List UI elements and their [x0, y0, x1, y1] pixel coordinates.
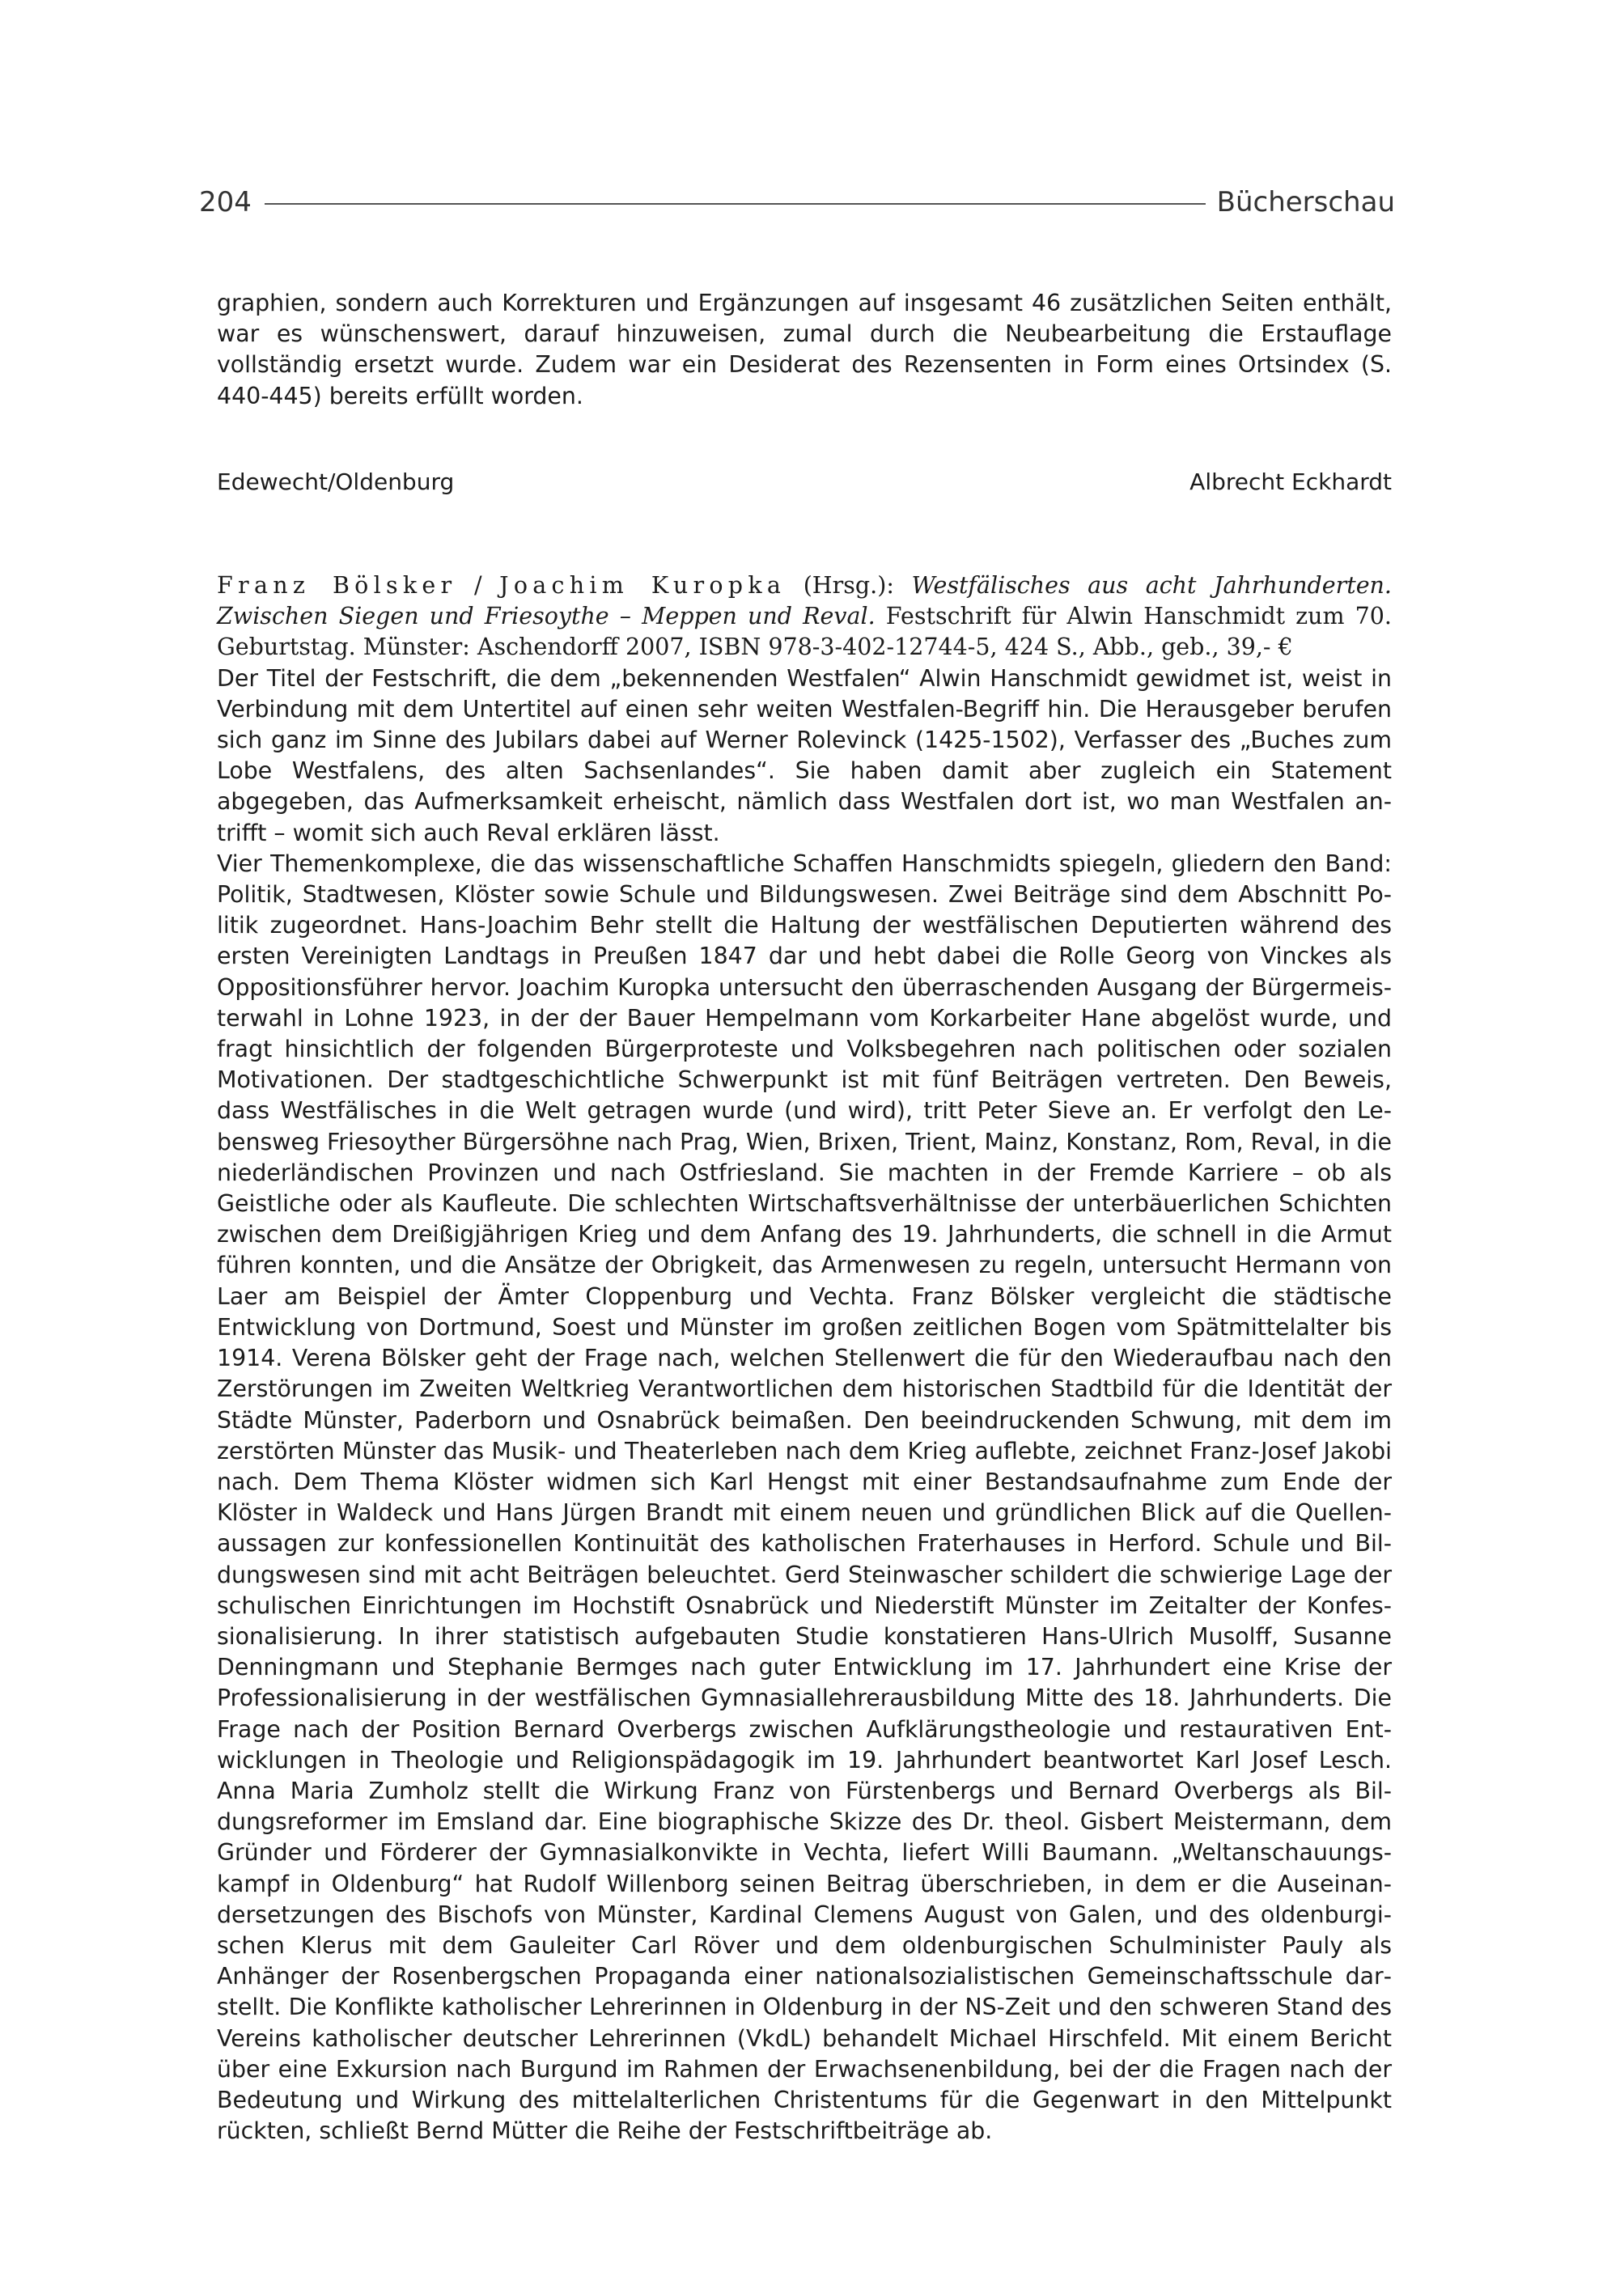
- editor-name: Franz Bölsker: [217, 572, 457, 600]
- review-signature: [217, 467, 1392, 498]
- header-rule: [265, 203, 1206, 205]
- editor-separator: /: [456, 572, 500, 600]
- signature-place: Edewecht/Oldenburg: [217, 468, 455, 495]
- continued-review-paragraph: graphien, sondern auch Korrekturen und Ergänzungen auf insgesamt 46 zusätzlichen Seiten enthält, war es wünschenswert, darauf hinzuweisen, zumal durch die Neubearbeitung die Erstauflage vollständig ersetzt wurde. Zudem war ein Desiderat des Rezensenten in Form eines Ortsindex (S. 440-445) bereits erfüllt worden.: [217, 290, 1392, 409]
- editor-name: Joachim Kuropka: [499, 572, 787, 600]
- review-paragraph: Der Titel der Festschrift, die dem „bekennenden Westfalen“ Alwin Hanschmidt gewidmet ist, weist in Verbindung mit dem Untertitel auf einen sehr weiten Westfalen-Begriff hin. Die Herausgeber berufen sich ganz im Sinne des Jubilars dabei auf Werner Rolevinck (1425-1502), Verfasser des „Buches zum Lobe Westfalens, des alten Sachsenlandes“. Sie haben damit aber zugleich ein Statement abgegeben, das Aufmerksamkeit erheischt, nämlich dass Westfalen dort ist, wo man Westfalen antrifft – womit sich auch Reval erklären lässt.: [217, 664, 1392, 846]
- running-head: [199, 186, 1395, 218]
- review-paragraph: Vier Themenkomplexe, die das wissenschaftliche Schaffen Hanschmidts spiegeln, gliedern den Band: Politik, Stadtwesen, Klöster sowie Schule und Bildungswesen. Zwei Beiträge sind dem Abschnitt Politik zugeordnet. Hans-Joachim Behr stellt die Haltung der westfälischen Deputierten während des ersten Vereinigten Landtags in Preußen 1847 dar und hebt dabei die Rolle Georg von Vinckes als Oppositionsführer hervor. Joachim Kuropka untersucht den überraschenden Ausgang der Bürgermeisterwahl in Lohne 1923, in der der Bauer Hempelmann vom Korkarbeiter Hane abgelöst wurde, und fragt hinsichtlich der folgenden Bürgerproteste und Volksbegehren nach politischen oder sozialen Motivationen. Der stadtgeschichtliche Schwerpunkt ist mit fünf Beiträgen vertreten. Den Beweis, dass Westfälisches in die Welt getragen wurde (und wird), tritt Peter Sieve an. Er verfolgt den Lebensweg Friesoyther Bürgersöhne nach Prag, Wien, Brixen, Trient, Mainz, Konstanz, Rom, Reval, in die niederländischen Provinzen und nach Ostfriesland. Sie machten in der Fremde Karriere – ob als Geistliche oder als Kaufleute. Die schlechten Wirtschaftsverhältnisse der unterbäuerlichen Schichten zwischen dem Dreißigjährigen Krieg und dem Anfang des 19. Jahrhunderts, die schnell in die Armut führen konnten, und die Ansätze der Obrigkeit, das Armenwesen zu regeln, untersucht Hermann von Laer am Beispiel der Ämter Cloppenburg und Vechta. Franz Bölsker vergleicht die städtische Entwicklung von Dortmund, Soest und Münster im großen zeitlichen Bogen vom Spätmittelalter bis 1914. Verena Bölsker geht der Frage nach, welchen Stellenwert die für den Wiederaufbau nach den Zerstörungen im Zweiten Weltkrieg Verantwortlichen dem historischen Stadtbild für die Identität der Städte Münster, Paderborn und Osnabrück beimaßen. Den beeindruckenden Schwung, mit dem im zerstörten Münster das Musik- und Theaterleben nach dem Krieg auflebte, zeichnet Franz-Josef Jakobi nach. Dem Thema Klöster widmen sich Karl Hengst mit einer Bestandsaufnahme zum Ende der Klöster in Waldeck und Hans Jürgen Brandt mit einem neuen und gründlichen Blick auf die Quellenaussagen zur konfessionellen Kontinuität des katholischen Fraterhauses in Herford. Schule und Bildungswesen sind mit acht Beiträgen beleuchtet. Gerd Steinwascher schildert die schwierige Lage der schulischen Einrichtungen im Hochstift Osnabrück und Niederstift Münster im Zeitalter der Konfessionalisierung. In ihrer statistisch aufgebauten Studie konstatieren Hans-Ulrich Musolff, Susanne Denningmann und Stephanie Bermges nach guter Entwicklung im 17. Jahrhundert eine Krise der Professionalisierung in der westfälischen Gymnasiallehrerausbildung Mitte des 18. Jahrhunderts. Die Frage nach der Position Bernard Overbergs zwischen Aufklärungstheologie und restaurativen Entwicklungen in Theologie und Religionspädagogik im 19. Jahrhundert beantwortet Karl Josef Lesch. Anna Maria Zumholz stellt die Wirkung Franz von Fürstenbergs und Bernard Overbergs als Bildungsreformer im Emsland dar. Eine biographische Skizze des Dr. theol. Gisbert Meistermann, dem Gründer und Förderer der Gymnasialkonvikte in Vechta, liefert Willi Baumann. „Weltanschauungskampf in Oldenburg“ hat Rudolf Willenborg seinen Beitrag überschrieben, in dem er die Auseinandersetzungen des Bischofs von Münster, Kardinal Clemens August von Galen, und des oldenburgischen Klerus mit dem Gauleiter Carl Röver und dem oldenburgischen Schulminister Pauly als Anhänger der Rosenbergschen Propaganda einer nationalsozialistischen Gemeinschaftsschule darstellt. Die Konflikte katholischer Lehrerinnen in Oldenburg in der NS-Zeit und den schweren Stand des Vereins katholischer deutscher Lehrerinnen (VkdL) behandelt Michael Hirschfeld. Mit einem Bericht über eine Exkursion nach Burgund im Rahmen der Erwachsenenbildung, bei der die Fragen nach der Bedeutung und Wirkung des mittelalterlichen Christentums für die Gegenwart in den Mittelpunkt rückten, schließt Bernd Mütter die Reihe der Festschriftbeiträge ab.: [217, 850, 1392, 2145]
- page-content: [217, 288, 1392, 2147]
- signature-author: Albrecht Eckhardt: [1189, 468, 1392, 495]
- publication-details: Festschrift für Alwin Hanschmidt zum 70. Geburtstag. Münster: Aschendorff 2007, ISBN 978-3-402-12744-5, 424 S., Abb., geb., 39,- €: [217, 603, 1392, 661]
- editor-role: (Hrsg.):: [786, 572, 912, 600]
- book-title: Westfälisches aus acht Jahrhunderten. Zwischen Siegen und Friesoythe – Meppen und Reval.: [217, 572, 1392, 630]
- bibliographic-entry: [217, 570, 1392, 663]
- page-number: 204: [199, 186, 252, 218]
- section-title: Bücherschau: [1216, 186, 1395, 218]
